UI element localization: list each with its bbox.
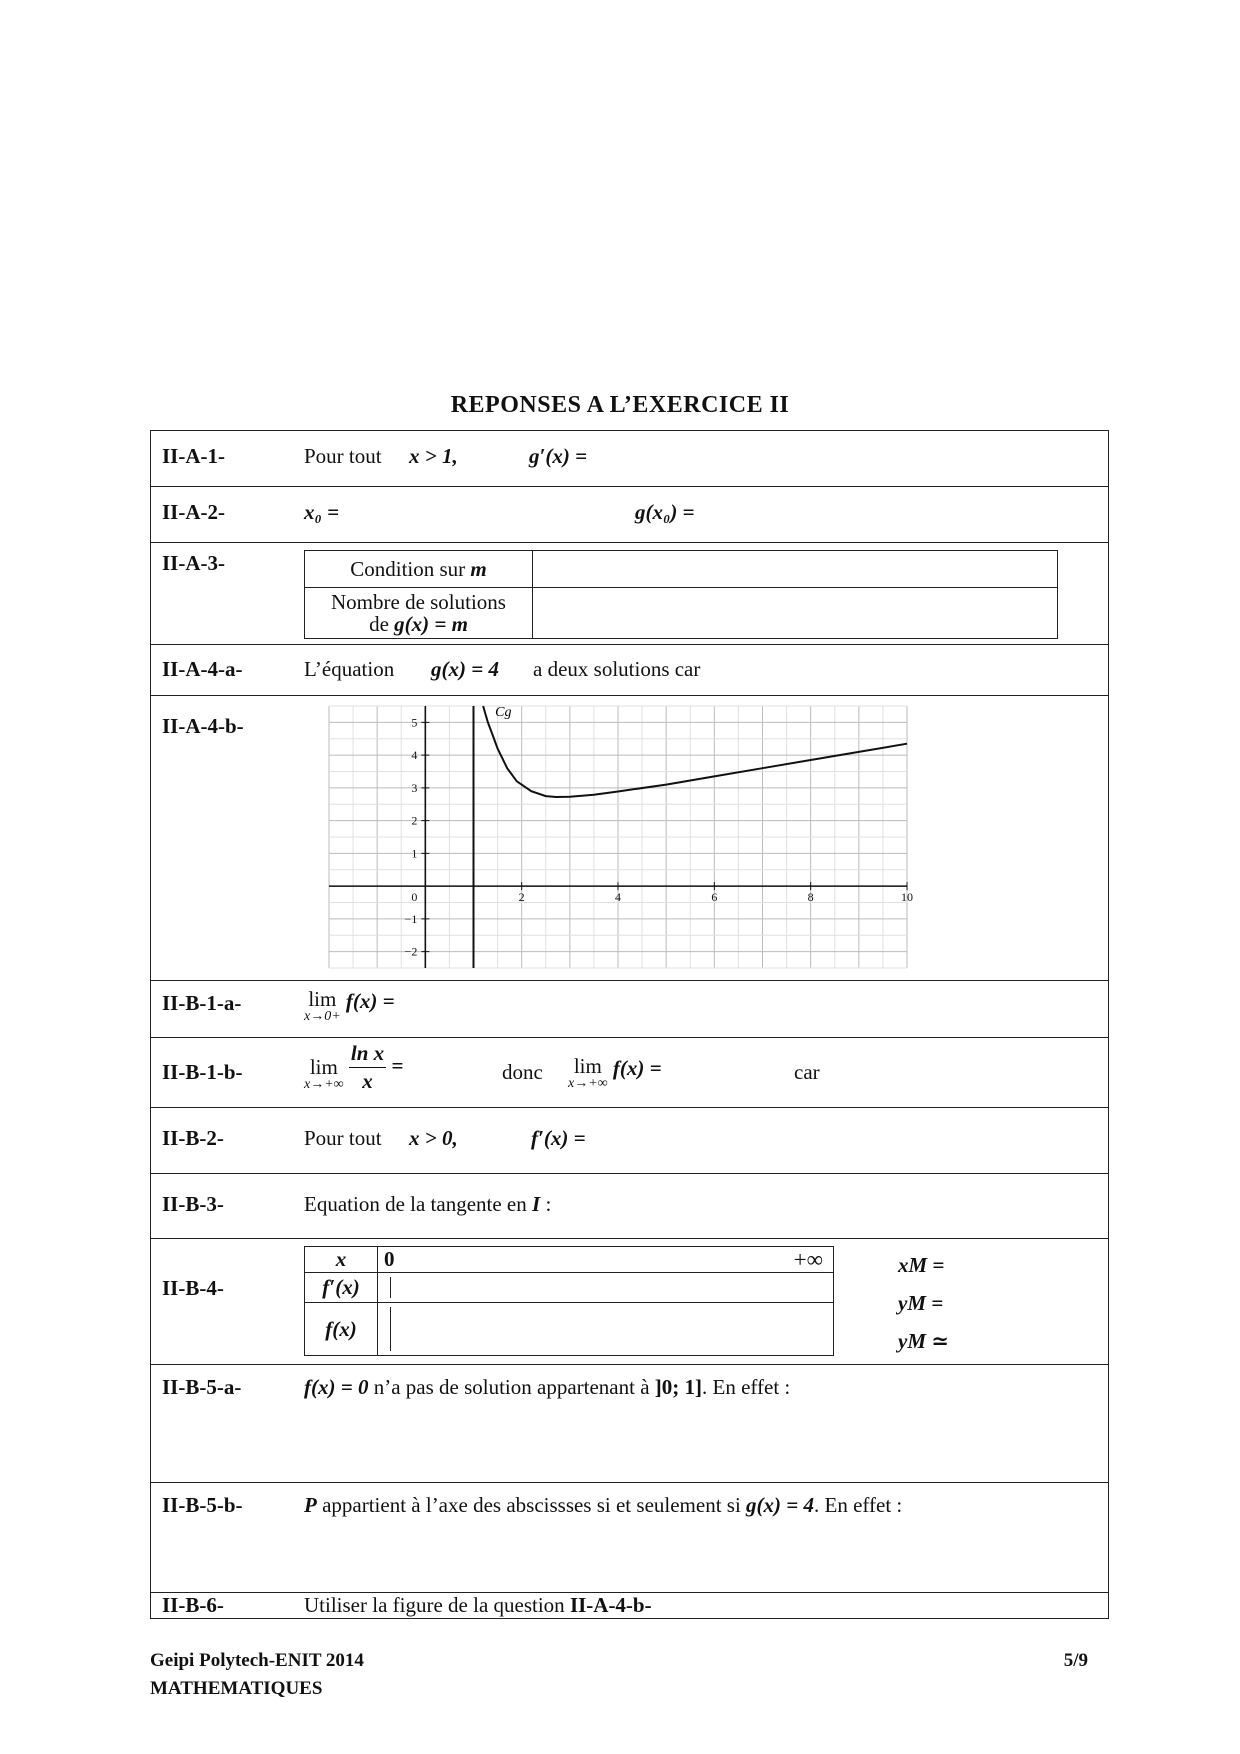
limit-expression[interactable] <box>304 1042 403 1093</box>
row-label: II-A-2- <box>162 500 225 524</box>
row-label: II-B-5-b- <box>162 1493 243 1517</box>
x-tick-label: 4 <box>615 890 621 905</box>
xM-expression[interactable]: xM = <box>898 1253 945 1277</box>
row-label: II-B-1-a- <box>162 991 242 1015</box>
equation: f(x) = 0 <box>304 1375 369 1399</box>
x-tick-label: 6 <box>711 890 718 905</box>
text[interactable]: a deux solutions car <box>533 657 701 681</box>
curve-g <box>483 706 907 797</box>
condition-answer[interactable] <box>533 551 1058 588</box>
header-range <box>378 1247 834 1273</box>
header-infinity: +∞ <box>793 1247 823 1272</box>
y-tick-label: 3 <box>411 780 418 795</box>
lim-sub: x→+∞ <box>304 1077 344 1093</box>
x-tick-label: 8 <box>807 890 814 905</box>
lim: lim <box>308 987 337 1011</box>
row-label: II-A-4-b- <box>162 714 244 738</box>
page-number: 5/9 <box>1063 1650 1088 1671</box>
y-tick-label: −1 <box>404 911 418 926</box>
expression[interactable]: f′(x) = <box>531 1126 586 1150</box>
ref: II-A-4-b- <box>569 1593 652 1617</box>
y-tick-label: 4 <box>411 748 418 763</box>
row-II-B-4 <box>151 1239 1108 1365</box>
condition: x > 1, <box>409 444 458 468</box>
footer-subject: MATHEMATIQUES <box>150 1678 323 1699</box>
lim: lim <box>309 1055 338 1080</box>
solutions-expr: g(x) = m <box>394 612 468 636</box>
curve-label: Cg <box>495 704 512 720</box>
variation-table <box>304 1246 834 1356</box>
yM-approx[interactable]: yM ≃ <box>898 1329 949 1353</box>
row-II-A-1 <box>151 431 1108 487</box>
text[interactable] <box>304 1192 551 1217</box>
row-II-A-3 <box>151 543 1108 645</box>
row-label: II-B-2- <box>162 1126 224 1150</box>
row-II-B-2 <box>151 1108 1108 1174</box>
eq: = <box>391 1053 404 1078</box>
lim: lim <box>573 1054 602 1078</box>
row-II-A-4-b <box>151 696 1108 981</box>
row-II-B-1-b <box>151 1038 1108 1108</box>
solutions-pre: de <box>369 612 389 636</box>
row-label: II-B-5-a- <box>162 1375 242 1399</box>
row-label: II-B-6- <box>162 1593 224 1617</box>
footer-institution: Geipi Polytech-ENIT 2014 <box>150 1650 364 1671</box>
row-label: II-A-1- <box>162 444 225 468</box>
colon: : <box>545 1192 552 1216</box>
limit-expression[interactable] <box>304 989 395 1024</box>
row-II-B-1-a <box>151 981 1108 1038</box>
condition-table <box>304 550 1058 639</box>
lim-sub: x→+∞ <box>568 1076 608 1091</box>
row-f: f(x) <box>305 1303 378 1356</box>
statement[interactable] <box>304 1493 902 1518</box>
row-label: II-A-4-a- <box>162 657 243 681</box>
text: appartient à l’axe des abscissses si et seulement si <box>322 1493 741 1517</box>
text: Utiliser la figure de la question <box>304 1593 565 1617</box>
row-label: II-A-3- <box>162 551 225 575</box>
y-tick-label: −2 <box>404 944 418 959</box>
x-tick-label: 10 <box>901 890 913 905</box>
f-answer[interactable] <box>378 1303 834 1356</box>
post: . En effet : <box>814 1493 903 1517</box>
solutions-cell <box>305 588 533 639</box>
statement[interactable] <box>304 1375 790 1400</box>
limit-expression-2[interactable] <box>568 1056 662 1091</box>
row-label: II-B-4- <box>162 1276 224 1300</box>
denominator: x <box>362 1069 373 1094</box>
lim-sub: x→0+ <box>304 1009 341 1024</box>
g-x0-expression[interactable]: g(x₀) = <box>635 500 695 524</box>
text: L’équation <box>304 657 395 681</box>
row-II-A-2 <box>151 487 1108 543</box>
row-label: II-B-3- <box>162 1192 224 1216</box>
text: n’a pas de solution appartenant à <box>373 1375 650 1399</box>
solutions-answer[interactable] <box>533 588 1058 639</box>
grid <box>329 706 907 968</box>
solutions-text: Nombre de solutions <box>331 589 506 614</box>
origin-label: 0 <box>411 890 418 905</box>
row-II-B-5-a <box>151 1365 1108 1483</box>
curve-path <box>483 706 907 797</box>
page-title: REPONSES A L’EXERCICE II <box>450 392 790 418</box>
condition-var: m <box>470 556 487 581</box>
car-text[interactable]: car <box>794 1060 820 1084</box>
header-x: x <box>305 1247 378 1273</box>
yM-expression[interactable]: yM = <box>898 1291 944 1315</box>
donc-text: donc <box>502 1060 543 1084</box>
expr: f(x) = <box>612 1056 662 1080</box>
fprime-answer[interactable] <box>378 1273 834 1303</box>
row-II-B-6 <box>151 1593 1108 1618</box>
x0-expression[interactable]: x₀ = <box>304 500 340 524</box>
row-II-B-3 <box>151 1174 1108 1239</box>
row-II-B-5-b <box>151 1483 1108 1593</box>
text: Pour tout <box>304 444 382 468</box>
condition-cell <box>305 551 533 588</box>
point-P: P <box>304 1493 317 1517</box>
condition: x > 0, <box>409 1126 458 1150</box>
equation: g(x) = 4 <box>431 657 499 681</box>
row-II-A-4-a <box>151 645 1108 696</box>
point-I: I <box>532 1192 541 1216</box>
numerator: ln x <box>349 1042 386 1068</box>
post: . En effet : <box>702 1375 791 1399</box>
instruction <box>304 1593 652 1618</box>
graph-figure[interactable] <box>321 702 921 972</box>
expression[interactable]: g′(x) = <box>529 444 588 468</box>
row-fprime: f′(x) <box>305 1273 378 1303</box>
header-zero: 0 <box>384 1247 395 1271</box>
interval: ]0; 1] <box>654 1375 703 1399</box>
x-tick-label: 2 <box>518 890 525 905</box>
text: Pour tout <box>304 1126 382 1150</box>
y-tick-label: 2 <box>411 813 418 828</box>
condition-text: Condition sur <box>350 556 466 581</box>
row-label: II-B-1-b- <box>162 1060 243 1084</box>
y-tick-label: 5 <box>411 715 418 730</box>
answer-sheet <box>150 430 1109 1619</box>
expr: f(x) = <box>345 989 395 1013</box>
y-tick-label: 1 <box>411 846 418 861</box>
equation: g(x) = 4 <box>746 1493 814 1517</box>
tangent-text: Equation de la tangente en <box>304 1192 527 1216</box>
